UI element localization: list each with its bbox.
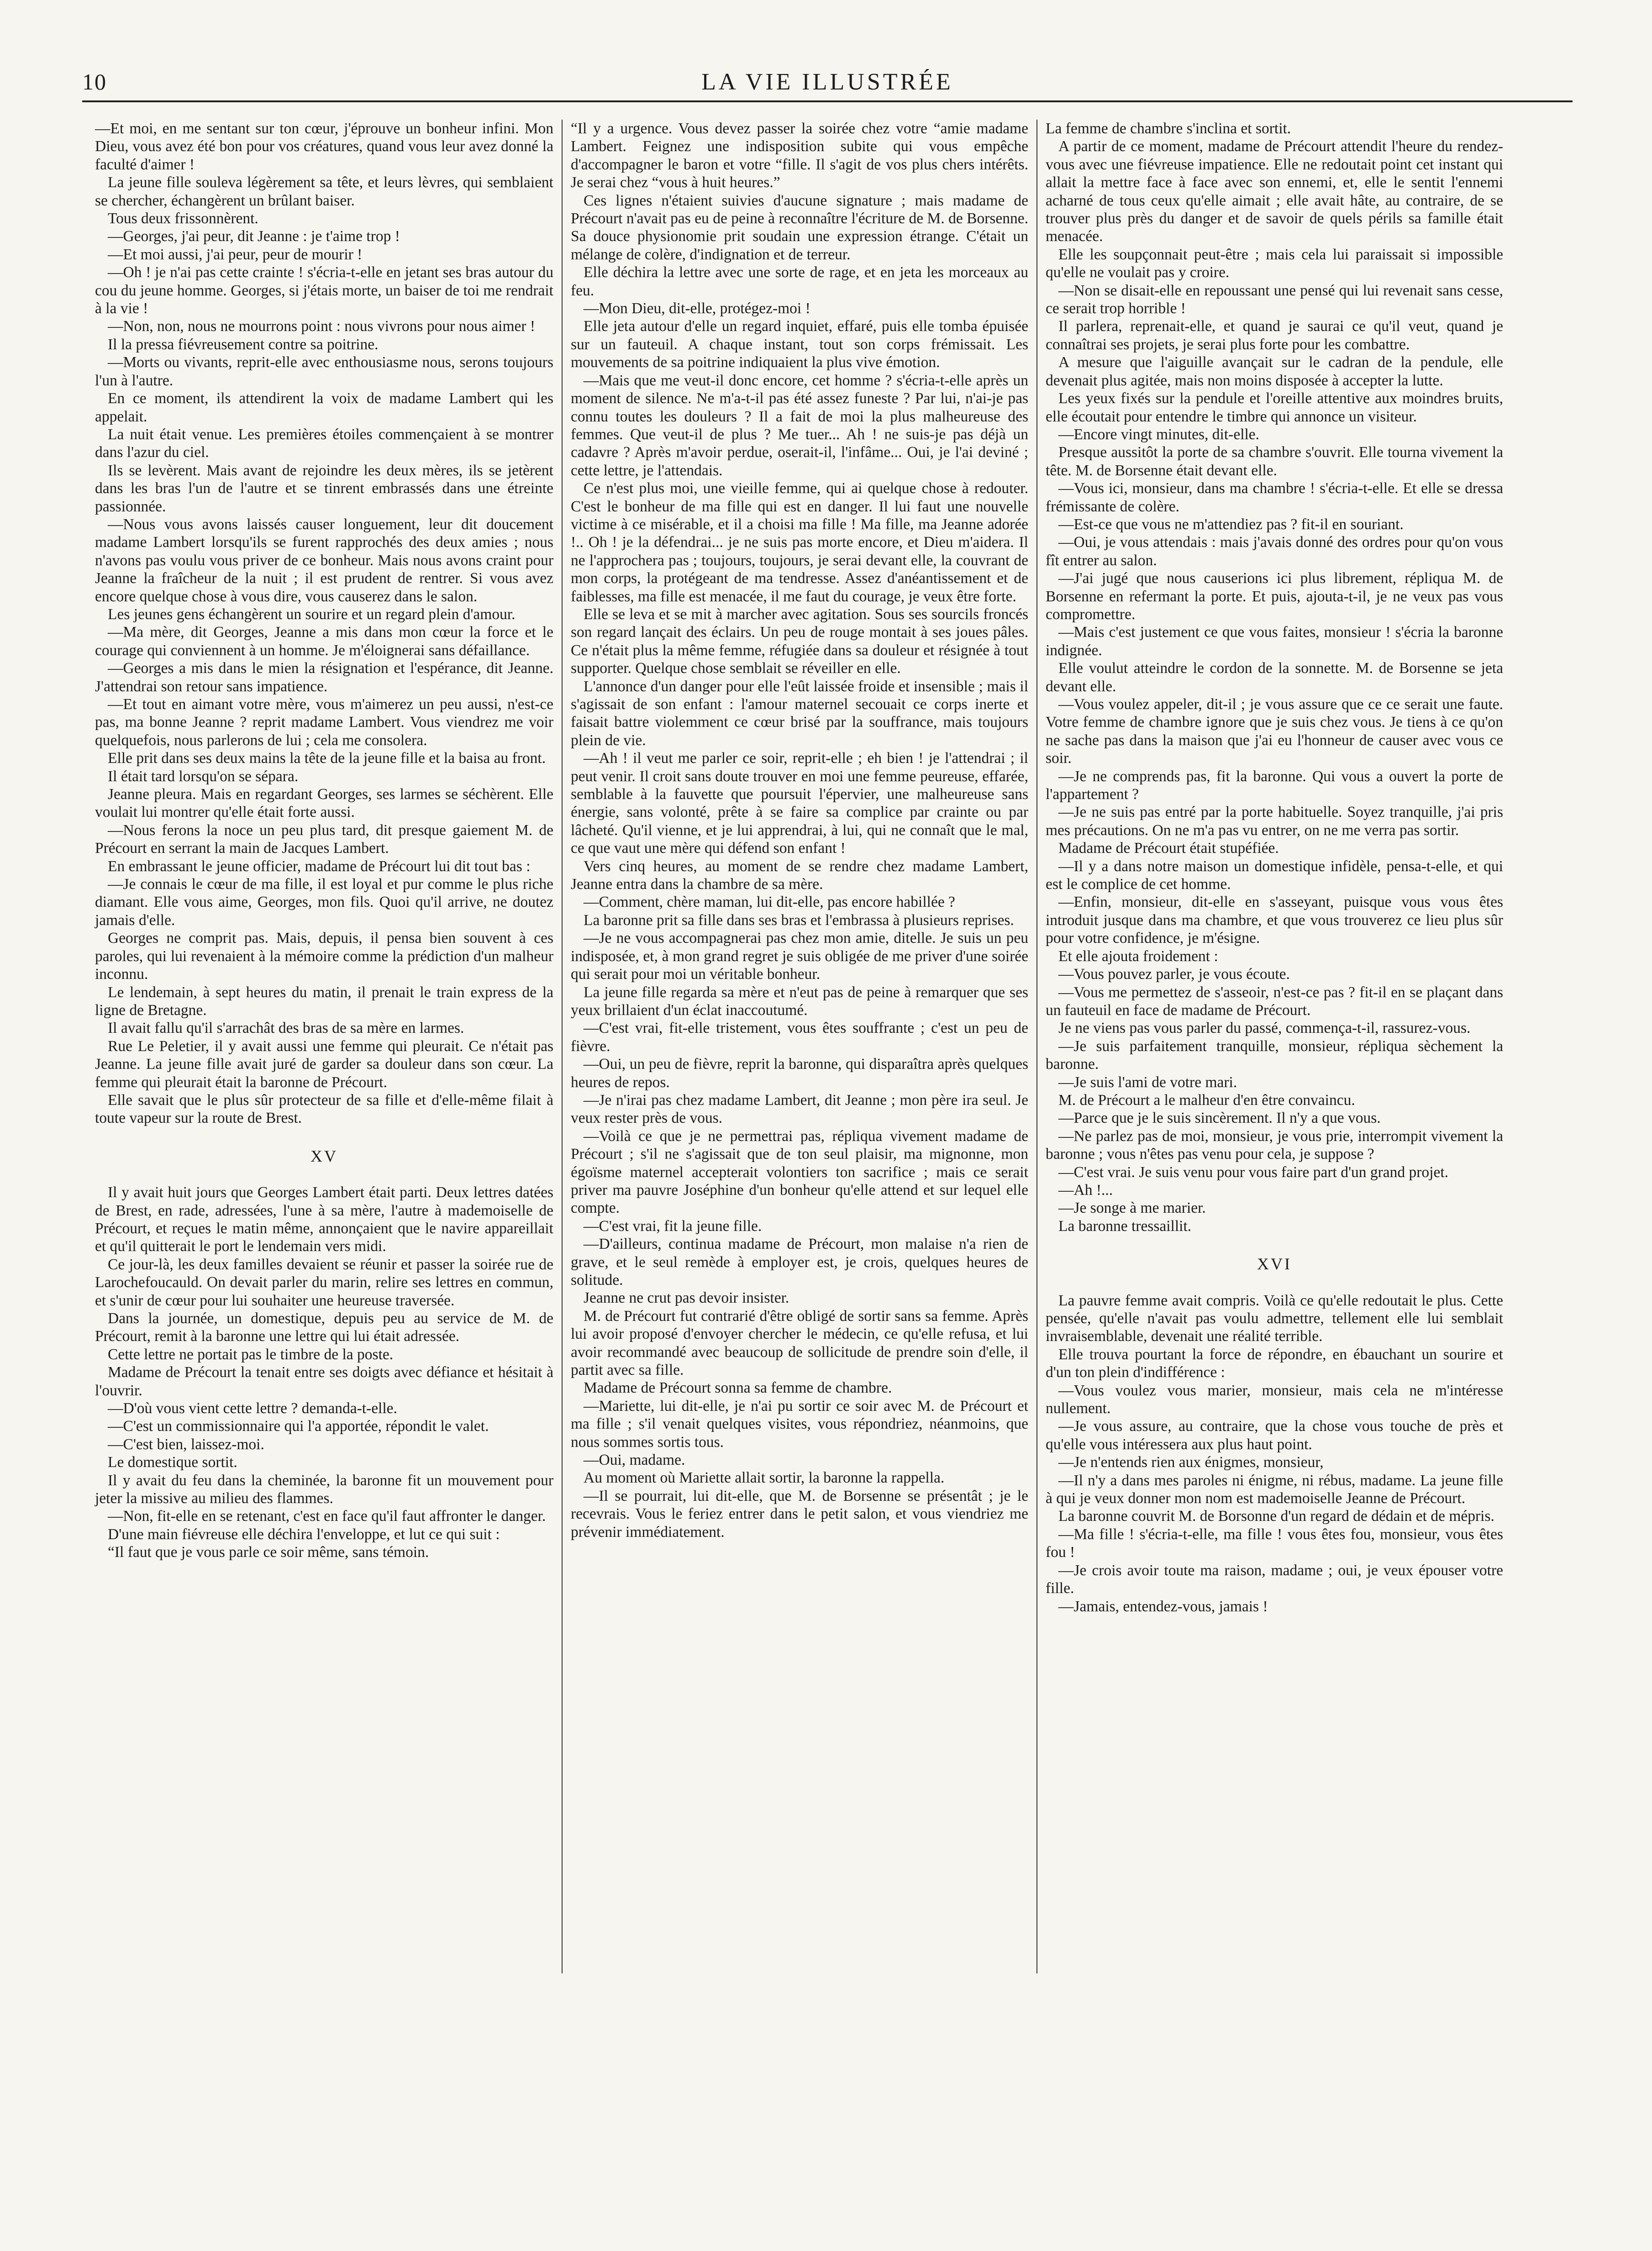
column-2 xyxy=(562,120,1036,1973)
paragraph: —Je ne vous accompagnerai pas chez mon amie, ditelle. Je suis un peu indisposée, et, à mon grand regret je suis obligée de me priver d'une soirée qui serait pour moi un véritable bonheur. xyxy=(571,930,1028,983)
paragraph: Il avait fallu qu'il s'arrachât des bras de sa mère en larmes. xyxy=(108,1020,464,1037)
paragraph: —Ah ! il veut me parler ce soir, reprit-elle ; eh bien ! je l'attendrai ; il peut venir. Il croit sans doute trouver en moi une femme peureuse, effarée, semblable à la fauvette que poursuit l'épervier, une malheureuse sans énergie, sans volonté, prête à se faire sa complice par crainte ou par lâcheté. Qu'il vienne, et je lui apprendrai, à lui, qui ne connaît que le mal, ce que vaut une mère qui défend son enfant ! xyxy=(571,750,1028,857)
paragraph: Et elle ajouta froidement : xyxy=(1058,947,1218,965)
paragraph: —Vous me permettez de s'asseoir, n'est-ce pas ? fit-il en se plaçant dans un fauteuil en face de madame de Précourt. xyxy=(1046,983,1503,1019)
paragraph: Tous deux frissonnèrent. xyxy=(108,210,258,227)
paragraph: —Vous voulez appeler, dit-il ; je vous assure que ce ce serait une faute. Votre femme de chambre ignore que je suis chez vous. Je tiens à ce qu'on ne sache pas dans la maison que j'ai eu l'honneur de causer avec vous ce soir. xyxy=(1046,696,1503,767)
paragraph: La jeune fille souleva légèrement sa tête, et leurs lèvres, qui semblaient se chercher, échangèrent un brûlant baiser. xyxy=(95,174,553,209)
paragraph: —Je ne comprends pas, fit la baronne. Qui vous a ouvert la porte de l'appartement ? xyxy=(1046,768,1503,803)
paragraph: Il y avait du feu dans la cheminée, la baronne fit un mouvement pour jeter la missive au milieu des flammes. xyxy=(95,1472,553,1507)
paragraph: —Mon Dieu, dit-elle, protégez-moi ! xyxy=(584,300,810,317)
paragraph: —C'est vrai, fit la jeune fille. xyxy=(584,1217,762,1235)
paragraph: Elle prit dans ses deux mains la tête de la jeune fille et la baisa au front. xyxy=(108,750,546,767)
paragraph: —Oh ! je n'ai pas cette crainte ! s'écria-t-elle en jetant ses bras autour du cou du jeune homme. Georges, si j'étais morte, un baiser de toi me rendrait à la vie ! xyxy=(95,264,553,317)
paragraph: —Comment, chère maman, lui dit-elle, pas encore habillée ? xyxy=(584,894,955,911)
paragraph: Ils se levèrent. Mais avant de rejoindre les deux mères, ils se jetèrent dans les bras l'un de l'autre et se tinrent embrassés dans une étreinte passionnée. xyxy=(95,462,553,515)
paragraph: —Nous vous avons laissés causer longuement, leur dit doucement madame Lambert lorsqu'ils se furent rapprochés des deux amies ; nous n'avons pas voulu vous priver de ce bonheur. Mais nous avons craint pour Jeanne la fraîcheur de la nuit ; il est prudent de rentrer. Si vous avez encore quelque chose à vous dire, vous causerez dans le salon. xyxy=(95,515,553,605)
paragraph: Elle les soupçonnait peut-être ; mais cela lui paraissait si impossible qu'elle ne voulait pas y croire. xyxy=(1046,246,1503,281)
paragraph: Elle déchira la lettre avec une sorte de rage, et en jeta les morceaux au feu. xyxy=(571,264,1028,299)
paragraph: —Mais c'est justement ce que vous faites, monsieur ! s'écria la baronne indignée. xyxy=(1046,624,1503,659)
paragraph: —D'ailleurs, continua madame de Précourt, mon malaise n'a rien de grave, et le seul remède à employer est, je crois, quelques heures de solitude. xyxy=(571,1236,1028,1289)
paragraph: Le domestique sortit. xyxy=(108,1454,237,1471)
paragraph: —Enfin, monsieur, dit-elle en s'asseyant, puisque vous vous êtes introduit jusque dans ma chambre, et que vous trouverez ce lieu plus sûr pour votre confidence, je m'ésigne. xyxy=(1046,894,1503,947)
page-number: 10 xyxy=(82,69,107,95)
paragraph: Madame de Précourt la tenait entre ses doigts avec défiance et hésitait à l'ouvrir. xyxy=(95,1364,553,1399)
paragraph: M. de Précourt a le malheur d'en être convaincu. xyxy=(1058,1091,1355,1109)
paragraph: La baronne prit sa fille dans ses bras et l'embrassa à plusieurs reprises. xyxy=(584,911,1014,929)
paragraph: —Parce que je le suis sincèrement. Il n'y a que vous. xyxy=(1058,1110,1381,1127)
paragraph: Elle voulut atteindre le cordon de la sonnette. M. de Borsenne se jeta devant elle. xyxy=(1046,660,1503,695)
text-columns xyxy=(87,120,1566,1973)
paragraph: —Georges a mis dans le mien la résignation et l'espérance, dit Jeanne. J'attendrai son retour sans impatience. xyxy=(95,660,553,695)
paragraph: En embrassant le jeune officier, madame de Précourt lui dit tout bas : xyxy=(108,857,531,875)
paragraph: —C'est bien, laissez-moi. xyxy=(108,1436,264,1453)
paragraph: Ce n'est plus moi, une vieille femme, qui ai quelque chose à redouter. C'est le bonheur de ma fille qui est en danger. Il lui faut une nouvelle victime à ce misérable, et il a choisi ma fille ! Ma fille, ma Jeanne adorée !.. Oh ! je la défendrai... je ne suis pas morte encore, et Dieu m'aidera. Il ne l'approchera pas ; toujours, toujours, je serai devant elle, la couvrant de mon corps, la protégeant de ma tendresse. Assez d'anéantissement et de faiblesses, ma fille est menacée, il me faut du courage, je veux être forte. xyxy=(571,480,1028,605)
paragraph: Madame de Précourt sonna sa femme de chambre. xyxy=(584,1379,892,1397)
paragraph: M. de Précourt fut contrarié d'être obligé de sortir sans sa femme. Après lui avoir proposé d'envoyer chercher le médecin, ce qu'elle refusa, et lui avoir recommandé avec beaucoup de sollicitude de prendre soin d'elle, il partit avec sa fille. xyxy=(571,1307,1028,1379)
paragraph: —C'est un commissionnaire qui l'a apportée, répondit le valet. xyxy=(108,1418,489,1435)
chapter-number: XVI xyxy=(1257,1255,1292,1273)
paragraph: La nuit était venue. Les premières étoiles commençaient à se montrer dans l'azur du ciel. xyxy=(95,426,553,461)
paragraph: Jeanne pleura. Mais en regardant Georges, ses larmes se séchèrent. Elle voulait lui montrer qu'elle était forte aussi. xyxy=(95,786,553,821)
paragraph: En ce moment, ils attendirent la voix de madame Lambert qui les appelait. xyxy=(95,390,553,425)
paragraph: —Non, non, nous ne mourrons point : nous vivrons pour nous aimer ! xyxy=(108,318,536,335)
paragraph: Le lendemain, à sept heures du matin, il prenait le train express de la ligne de Bretagne. xyxy=(95,983,553,1019)
paragraph: “Il faut que je vous parle ce soir même, sans témoin. xyxy=(108,1544,429,1561)
paragraph: A partir de ce moment, madame de Précourt attendit l'heure du rendez-vous avec une fiévreuse impatience. Elle ne redoutait point cet instant qui allait la mettre face à face avec son ennemi, et, elle le sentit l'ennemi acharné de tous ceux qu'elle aimait ; elle avait hâte, au contraire, de se trouver plus près du danger et de savoir de quels périls sa famille était menacée. xyxy=(1046,138,1503,245)
paragraph: Vers cinq heures, au moment de se rendre chez madame Lambert, Jeanne entra dans la chambre de sa mère. xyxy=(571,857,1028,893)
paragraph: —Mais que me veut-il donc encore, cet homme ? s'écria-t-elle après un moment de silence. Ne m'a-t-il pas été assez funeste ? Par lui, n'ai-je pas connu toutes les douleurs ? Il a fait de moi la plus malheureuse des femmes. Que veut-il de plus ? Me tuer... Ah ! ne suis-je pas déjà un cadavre ? Après m'avoir perdue, oserait-il, l'infâme... Oui, je l'ai deviné ; cette lettre, je l'attendais. xyxy=(571,372,1028,479)
paragraph: —Je crois avoir toute ma raison, madame ; oui, je veux épouser votre fille. xyxy=(1046,1562,1503,1597)
paragraph: —Oui, je vous attendais : mais j'avais donné des ordres pour qu'on vous fît entrer au salon. xyxy=(1046,534,1503,569)
paragraph: —Et tout en aimant votre mère, vous m'aimerez un peu aussi, n'est-ce pas, ma bonne Jeanne ? reprit madame Lambert. Vous viendrez me voir quelquefois, nous parlerons de lui ; cela me consolera. xyxy=(95,696,553,749)
paragraph: La baronne couvrit M. de Borsonne d'un regard de dédain et de mépris. xyxy=(1058,1508,1494,1525)
paragraph: —Voilà ce que je ne permettrai pas, répliqua vivement madame de Précourt ; s'il ne s'agissait que de ton seul plaisir, ma mignonne, mon égoïsme maternel accepterait volontiers ton sacrifice ; mais ce serait priver ma pauvre Joséphine d'un bonheur qu'elle attend et sur lequel elle compte. xyxy=(571,1127,1028,1217)
paragraph: L'annonce d'un danger pour elle l'eût laissée froide et insensible ; mais il s'agissait de son enfant : l'amour maternel secouait ce corps inerte et faisait battre violemment ce cœur brisé par la souffrance, mais toujours plein de vie. xyxy=(571,678,1028,749)
paragraph: Il la pressa fiévreusement contre sa poitrine. xyxy=(108,336,379,353)
paragraph: Elle se leva et se mit à marcher avec agitation. Sous ses sourcils froncés son regard lançait des éclairs. Un peu de rouge montait à ses joues pâles. Ce n'était plus la même femme, réfugiée dans sa douleur et résignée à tout supporter. Quelque chose semblait se réveiller en elle. xyxy=(571,605,1028,677)
paragraph: —Il n'y a dans mes paroles ni énigme, ni rébus, madame. La jeune fille à qui je veux donner mon nom est mademoiselle Jeanne de Précourt. xyxy=(1046,1472,1503,1507)
paragraph: —Il y a dans notre maison un domestique infidèle, pensa-t-elle, et qui est le complice de cet homme. xyxy=(1046,857,1503,893)
paragraph: —Vous ici, monsieur, dans ma chambre ! s'écria-t-elle. Et elle se dressa frémissante de colère. xyxy=(1046,480,1503,515)
paragraph: D'une main fiévreuse elle déchira l'enveloppe, et lut ce qui suit : xyxy=(108,1525,500,1543)
page-header xyxy=(82,68,1573,102)
paragraph: —Je ne suis pas entré par la porte habituelle. Soyez tranquille, j'ai pris mes précautions. On ne m'a pas vu entrer, on ne me verra pas sortir. xyxy=(1046,804,1503,839)
paragraph: —Oui, madame. xyxy=(584,1452,685,1469)
paragraph: —Oui, un peu de fièvre, reprit la baronne, qui disparaîtra après quelques heures de repos. xyxy=(571,1056,1028,1091)
column-1 xyxy=(87,120,562,1973)
paragraph: —Jamais, entendez-vous, jamais ! xyxy=(1058,1598,1268,1615)
paragraph: Presque aussitôt la porte de sa chambre s'ouvrit. Elle tourna vivement la tête. M. de Borsenne était devant elle. xyxy=(1046,444,1503,479)
paragraph: —Nous ferons la noce un peu plus tard, dit presque gaiement M. de Précourt en serrant la main de Jacques Lambert. xyxy=(95,821,553,857)
paragraph: —Vous voulez vous marier, monsieur, mais cela ne m'intéresse nullement. xyxy=(1046,1382,1503,1417)
paragraph: —Encore vingt minutes, dit-elle. xyxy=(1058,426,1260,443)
paragraph: —Et moi aussi, j'ai peur, peur de mourir ! xyxy=(108,246,363,263)
paragraph: Cette lettre ne portait pas le timbre de la poste. xyxy=(108,1346,394,1363)
paragraph: —Et moi, en me sentant sur ton cœur, j'éprouve un bonheur infini. Mon Dieu, vous avez été bon pour vos créatures, quand vous leur avez donné la faculté d'aimer ! xyxy=(95,120,553,173)
paragraph: —Non se disait-elle en repoussant une pensé qui lui revenait sans cesse, ce serait trop horrible ! xyxy=(1046,282,1503,317)
paragraph: Ce jour-là, les deux familles devaient se réunir et passer la soirée rue de Larochefoucauld. On devait parler du marin, relire ses lettres en commun, et s'unir de cœur pour lui souhaiter une heureuse traversée. xyxy=(95,1256,553,1309)
paragraph: —Je songe à me marier. xyxy=(1058,1199,1206,1217)
paragraph: La baronne tressaillit. xyxy=(1058,1217,1192,1235)
paragraph: —C'est vrai, fit-elle tristement, vous êtes souffrante ; c'est un peu de fièvre. xyxy=(571,1020,1028,1055)
chapter-number: XV xyxy=(310,1147,338,1165)
paragraph: Georges ne comprit pas. Mais, depuis, il pensa bien souvent à ces paroles, qui lui revenaient à la mémoire comme la prédiction d'un malheur inconnu. xyxy=(95,930,553,983)
paragraph: —Je vous assure, au contraire, que la chose vous touche de près et qu'elle vous intéressera aux plus haut point. xyxy=(1046,1418,1503,1453)
paragraph: Il était tard lorsqu'on se sépara. xyxy=(108,768,299,785)
paragraph: Madame de Précourt était stupéfiée. xyxy=(1058,840,1279,857)
paragraph: —Est-ce que vous ne m'attendiez pas ? fit-il en souriant. xyxy=(1058,515,1404,533)
paragraph: Il parlera, reprenait-elle, et quand je saurai ce qu'il veut, quand je connaîtrai ses projets, je serai plus forte pour les combattre. xyxy=(1046,318,1503,353)
paragraph: —Ah !... xyxy=(1058,1181,1113,1199)
paragraph: Elle jeta autour d'elle un regard inquiet, effaré, puis elle tomba épuisée sur un fauteuil. A chaque instant, tout son corps frémissait. Les mouvements de sa poitrine indiquaient la plus vive émotion. xyxy=(571,318,1028,371)
paragraph: Elle savait que le plus sûr protecteur de sa fille et d'elle-même filait à toute vapeur sur la route de Brest. xyxy=(95,1091,553,1127)
paragraph: —Vous pouvez parler, je vous écoute. xyxy=(1058,966,1290,983)
paragraph: Ces lignes n'étaient suivies d'aucune signature ; mais madame de Précourt n'avait pas eu de peine à reconnaître l'écriture de M. de Borsenne. Sa douce physionomie prit soudain une expression étrange. C'était un mélange de colère, d'indignation et de terreur. xyxy=(571,192,1028,263)
paragraph: Il y avait huit jours que Georges Lambert était parti. Deux lettres datées de Brest, en rade, adressées, l'une à sa mère, l'autre à mademoiselle de Précourt, et reçues le matin même, annonçaient que le navire appareillait et qu'il quitterait le port le lendemain vers midi. xyxy=(95,1184,553,1255)
paragraph: Dans la journée, un domestique, depuis peu au service de M. de Précourt, remit à la baronne une lettre qui lui était adressée. xyxy=(95,1310,553,1345)
paragraph: —Ne parlez pas de moi, monsieur, je vous prie, interrompit vivement la baronne ; vous n'êtes pas venu pour cela, je suppose ? xyxy=(1046,1127,1503,1163)
paragraph: —Ma mère, dit Georges, Jeanne a mis dans mon cœur la force et le courage qui conviennent à un homme. Je m'éloignerai sans défaillance. xyxy=(95,624,553,659)
paragraph: Les yeux fixés sur la pendule et l'oreille attentive aux moindres bruits, elle écoutait pour entendre le timbre qui annonce un visiteur. xyxy=(1046,390,1503,425)
paragraph: —Je connais le cœur de ma fille, il est loyal et pur comme le plus riche diamant. Elle vous aime, Georges, mon fils. Quoi qu'il arrive, ne doutez jamais d'elle. xyxy=(95,876,553,929)
paragraph: La pauvre femme avait compris. Voilà ce qu'elle redoutait le plus. Cette pensée, qu'elle n'avait pas voulu admettre, tellement elle lui semblait invraisemblable, devenait une réalité terrible. xyxy=(1046,1292,1503,1345)
paragraph: —Je suis parfaitement tranquille, monsieur, répliqua sèchement la baronne. xyxy=(1046,1037,1503,1073)
paragraph: —Georges, j'ai peur, dit Jeanne : je t'aime trop ! xyxy=(108,228,400,245)
paragraph: —Ma fille ! s'écria-t-elle, ma fille ! vous êtes fou, monsieur, vous êtes fou ! xyxy=(1046,1525,1503,1561)
paragraph: Les jeunes gens échangèrent un sourire et un regard plein d'amour. xyxy=(108,605,516,623)
column-3 xyxy=(1036,120,1511,1973)
paragraph: —C'est vrai. Je suis venu pour vous faire part d'un grand projet. xyxy=(1058,1163,1449,1181)
paragraph: —Mariette, lui dit-elle, je n'ai pu sortir ce soir avec M. de Précourt et ma fille ; s'il venait quelques visites, vous répondriez, néanmoins, que nous sommes sortis tous. xyxy=(571,1397,1028,1451)
paragraph: —Je suis l'ami de votre mari. xyxy=(1058,1073,1237,1091)
paragraph: —Je n'entends rien aux énigmes, monsieur, xyxy=(1058,1454,1324,1471)
paragraph: Je ne viens pas vous parler du passé, commença-t-il, rassurez-vous. xyxy=(1058,1020,1471,1037)
paragraph: —Je n'irai pas chez madame Lambert, dit Jeanne ; mon père ira seul. Je veux rester près de vous. xyxy=(571,1091,1028,1127)
journal-title: LA VIE ILLUSTRÉE xyxy=(701,69,953,95)
paragraph: A mesure que l'aiguille avançait sur le cadran de la pendule, elle devenait plus agitée, mais non moins disposée à accepter la lutte. xyxy=(1046,354,1503,389)
paragraph: Rue Le Peletier, il y avait aussi une femme qui pleurait. Ce n'était pas Jeanne. La jeune fille avait juré de garder sa douleur dans son cœur. La femme qui pleurait était la baronne de Précourt. xyxy=(95,1037,553,1091)
paragraph: —Il se pourrait, lui dit-elle, que M. de Borsenne se présentât ; je le recevrais. Vous le feriez entrer dans le petit salon, et vous viendriez me prévenir immédiatement. xyxy=(571,1487,1028,1541)
paragraph: La jeune fille regarda sa mère et n'eut pas de peine à remarquer que ses yeux brillaient d'un éclat inaccoutumé. xyxy=(571,983,1028,1019)
paragraph: Elle trouva pourtant la force de répondre, en ébauchant un sourire et d'un ton plein d'indifférence : xyxy=(1046,1346,1503,1381)
paragraph: “Il y a urgence. Vous devez passer la soirée chez votre “amie madame Lambert. Feignez une indisposition subite qui vous empêche d'accompagner le baron et votre “fille. Il s'agit de vos plus chers intérêts. Je serai chez “vous à huit heures.” xyxy=(571,120,1028,191)
paragraph: —Morts ou vivants, reprit-elle avec enthousiasme nous, serons toujours l'un à l'autre. xyxy=(95,354,553,389)
paragraph: Au moment où Mariette allait sortir, la baronne la rappella. xyxy=(584,1469,945,1487)
paragraph: La femme de chambre s'inclina et sortit. xyxy=(1046,120,1291,137)
paragraph: Jeanne ne crut pas devoir insister. xyxy=(584,1289,789,1307)
paragraph: —Non, fit-elle en se retenant, c'est en face qu'il faut affronter le danger. xyxy=(108,1508,546,1525)
paragraph: —J'ai jugé que nous causerions ici plus librement, répliqua M. de Borsenne en refermant la porte. Et puis, ajouta-t-il, je ne veux pas vous compromettre. xyxy=(1046,570,1503,623)
paragraph: —D'où vous vient cette lettre ? demanda-t-elle. xyxy=(108,1400,397,1417)
